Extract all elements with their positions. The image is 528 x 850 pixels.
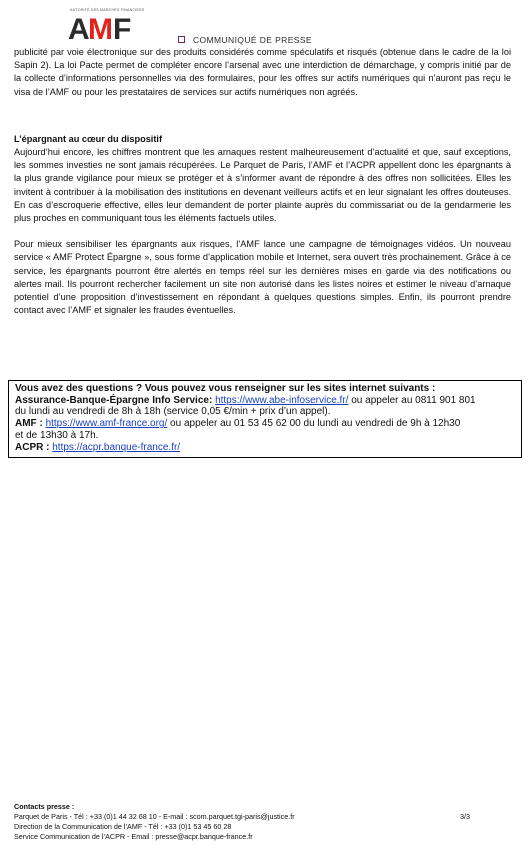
abe-line (15, 395, 515, 407)
info-box (8, 380, 522, 458)
abe-link[interactable]: https://www.abe-infoservice.fr/ (215, 394, 349, 406)
acpr-line (15, 442, 515, 454)
amf-text-1: ou appeler au 01 53 45 62 00 du lundi au vendredi de 9h à 12h30 (167, 418, 461, 430)
page-footer (14, 802, 514, 842)
paragraph-amf-protect: Pour mieux sensibiliser les épargnants aux risques, l’AMF lance une campagne de témoignages vidéos. Un nouveau service « AMF Protect Épargne », sous forme d’application mobile et Internet, sera ouvert très prochainement. Grâce à ce service, les épargnants pourront être alertés en temps réel sur les dernières mises en garde via des notifications ou alertes mail. Ils pourront rechercher facilement un site non autorisé dans les listes noires et estimer le niveau d’arnaque potentiel d’une proposition d’investissement en répondant à quelques questions simples. Enfin, ils pourront prendre contact avec l’AMF et signaler les fraudes éventuelles. (14, 239, 511, 316)
abe-text-2: du lundi au vendredi de 8h à 18h (service 0,05 €/min + prix d’un appel). (15, 406, 331, 418)
acpr-label: ACPR : (15, 441, 50, 453)
paragraph-vigilance: Aujourd’hui encore, les chiffres montrent que les arnaques restent malheureusement d’actualité et que, sauf exceptions, les sommes investies ne sont jamais récupérées. Le Parquet de Paris, l’AMF et l’ACPR appellent donc les épargnants à la plus grande vigilance pour mieux se protéger et à s’informer avant de répondre à des offres non sollicitées. Elles les invitent à contribuer à la mobilisation des institutions en devenant veilleurs actifs et en leur signalant les offres douteuses. En cas d’escroquerie effective, elles leur demandent de porter plainte auprès du commissariat ou de la gendarmerie les plus proches en communiquant tous les éléments factuels utiles. (14, 147, 511, 224)
amf-logo-wordmark (68, 12, 158, 42)
page-number: 3/3 (460, 812, 470, 821)
abe-label: Assurance-Banque-Épargne Info Service: (15, 394, 213, 406)
amf-link[interactable]: https://www.amf-france.org/ (45, 418, 168, 430)
amf-line (15, 418, 515, 430)
amf-text-2: et de 13h30 à 17h. (15, 429, 99, 441)
footer-line-parquet: Parquet de Paris - Tél : +33 (0)1 44 32 68 10 - E-mail : scom.parquet.tgi-paris@justice.fr (14, 812, 295, 821)
amf-logo (64, 6, 174, 44)
footer-title: Contacts presse : (14, 802, 75, 811)
page-header (0, 0, 528, 46)
svg-text:F: F (113, 13, 132, 42)
info-question: Vous avez des questions ? Vous pouvez vous renseigner sur les sites internet suivants : (15, 383, 436, 394)
press-square-icon (178, 36, 185, 43)
svg-text:A: A (68, 13, 89, 42)
amf-label: AMF : (15, 418, 43, 430)
footer-line-amf: Direction de la Communication de l’AMF - Tél : +33 (0)1 53 45 60 28 (14, 822, 232, 831)
intro-paragraph: publicité par voie électronique sur des produits considérés comme spéculatifs et risqués (obtenue dans le cadre de la loi Sapin 2). La loi Pacte permet de compléter encore l’arsenal avec une interdiction de démarchage, y compris initié par de la collecte d’informations personnelles via des formulaires, pour les offres sur actifs numériques qui n’auront pas reçu le visa de l’AMF ou pour les prestataires de services sur actifs numériques non agréés. (14, 47, 511, 97)
acpr-link[interactable]: https://acpr.banque-france.fr/ (52, 441, 181, 453)
section-title: L’épargnant au cœur du dispositif (14, 133, 163, 144)
svg-text:M: M (88, 13, 113, 42)
press-release-label: COMMUNIQUÉ DE PRESSE (193, 35, 312, 45)
footer-line-acpr: Service Communication de l’ACPR - Email : presse@acpr.banque-france.fr (14, 832, 253, 841)
main-content (14, 46, 511, 317)
abe-text-1: ou appeler au 0811 901 801 (348, 394, 476, 406)
logo-org-text: AUTORITÉ DES MARCHÉS FINANCIERS (70, 8, 145, 12)
